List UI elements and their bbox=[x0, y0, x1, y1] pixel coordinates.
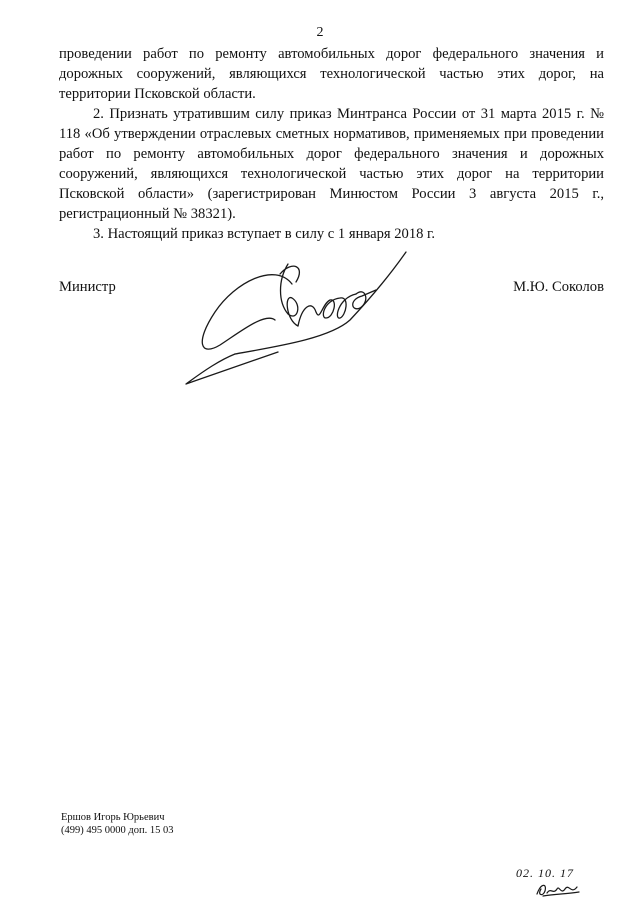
paragraph-3: 3. Настоящий приказ вступает в силу с 1 января 2018 г. bbox=[93, 226, 436, 242]
document-body bbox=[59, 44, 604, 244]
contact-phone: (499) 495 0000 доп. 15 03 bbox=[61, 825, 174, 836]
contact-name: Ершов Игорь Юрьевич bbox=[61, 812, 165, 823]
handwritten-initials bbox=[533, 879, 583, 899]
paragraph-2: 2. Признать утратившим силу приказ Минтранса России от 31 марта 2015 г. № 118 «Об утверждении отраслевых сметных нормативов, применяемых при проведении работ по ремонту автомобильных дорог федерального значения и дорожных сооружений, являющихся технологической частью этих дорог на территории Псковской области» (зарегистрирован Минюстом России 3 августа 2015 г., регистрационный № 38321). bbox=[59, 106, 604, 222]
page-number: 2 bbox=[316, 25, 324, 40]
contact-info bbox=[61, 811, 173, 837]
signer-name: М.Ю. Соколов bbox=[513, 279, 604, 295]
signer-position: Министр bbox=[59, 279, 116, 295]
handwritten-signature bbox=[180, 242, 420, 392]
handwritten-date: 02. 10. 17 bbox=[516, 866, 574, 880]
paragraph-1-continuation: проведении работ по ремонту автомобильных дорог федерального значения и дорожных сооружений, являющихся технологической частью этих дорог, на территории Псковской области. bbox=[59, 46, 604, 102]
